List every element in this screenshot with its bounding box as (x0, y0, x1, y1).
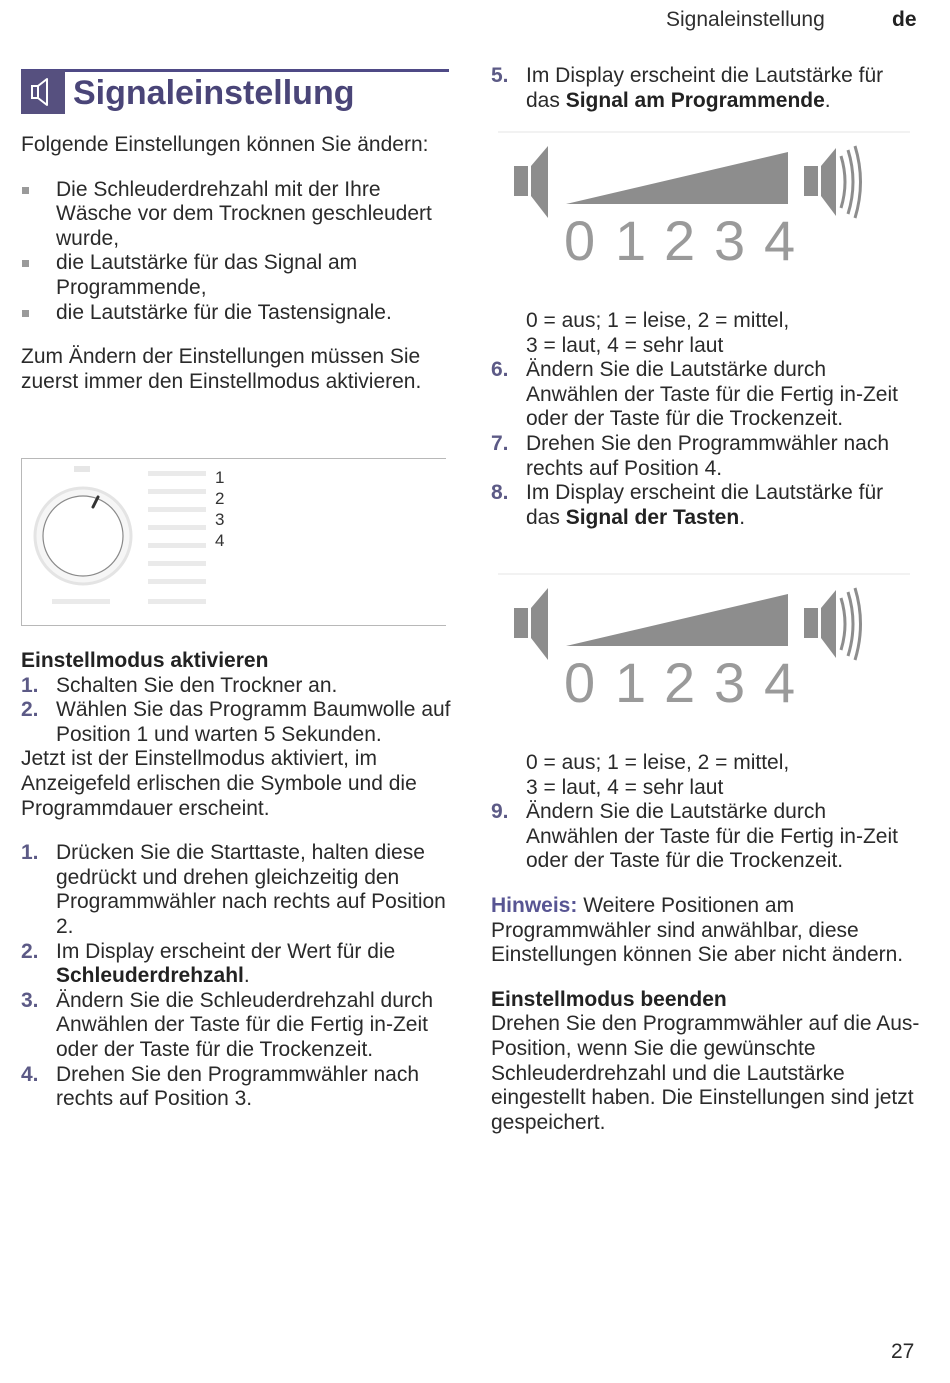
volume-digit: 2 (664, 209, 696, 272)
volume-scale-figure-key-signal (498, 570, 910, 720)
step-text: Wählen Sie das Programm Baumwolle auf Position 1 und warten 5 Sekunden. (56, 698, 451, 746)
volume-digit: 3 (714, 209, 746, 272)
step-bold-term: Signal der Tasten (565, 505, 740, 529)
step-text: Ändern Sie die Schleuderdrehzahl durch Anwählen der Taste für die Fertig in-Zeit oder der Taste für die Trockenzeit. (56, 988, 434, 1061)
step-text: Ändern Sie die Lautstärke durch Anwählen der Taste für die Fertig in-Zeit oder der Taste für die Trockenzeit. (526, 800, 898, 873)
step-text: Im Display erscheint die Lautstärke für das (526, 481, 884, 529)
step-text: Ändern Sie die Lautstärke durch Anwählen der Taste für die Fertig in-Zeit oder der Taste für die Trockenzeit. (526, 358, 898, 431)
intro-text: Folgende Einstellungen können Sie ändern: (21, 133, 429, 156)
list-item (491, 800, 921, 874)
step-number: 7. (491, 431, 509, 455)
speaker-quiet-icon (514, 588, 548, 660)
step-number: 5. (491, 64, 509, 87)
step-number: 3. (21, 988, 39, 1012)
list-item (21, 989, 451, 1063)
dial-position-label: 3 (215, 510, 225, 529)
volume-legend (491, 309, 921, 358)
list-item: Die Schleuderdrehzahl mit der Ihre Wäsche vor dem Trocknen geschleudert wurde, (21, 178, 451, 252)
volume-digit: 4 (764, 209, 796, 272)
page-title: Signaleinstellung (73, 74, 355, 112)
note-paragraph (491, 894, 921, 968)
step-tail: . (824, 88, 831, 112)
step-bold-term: Signal am Programmende (565, 88, 825, 112)
step-number: 1. (21, 673, 39, 697)
legend-line: 3 = laut, 4 = sehr laut (526, 333, 724, 357)
step-tail: . (243, 964, 250, 988)
volume-digit: 0 (564, 651, 596, 714)
finish-text: Drehen Sie den Programmwähler auf die Aus-Position, wenn Sie die gewünschte Schleuderdrehzahl und die Lautstärke eingestellt haben. Die Einstellungen sind jetzt gespeichert. (491, 1012, 920, 1134)
finish-section (491, 988, 921, 1136)
list-item: die Lautstärke für die Tastensignale. (21, 301, 451, 326)
step-number: 1. (21, 841, 39, 865)
volume-digit: 1 (615, 651, 647, 714)
settings-list (21, 178, 451, 326)
list-item: die Lautstärke für das Signal am Programmende, (21, 251, 451, 300)
steps-9-end-block (491, 751, 921, 1135)
list-item (21, 940, 451, 989)
note-text: Weitere Positionen am Programmwähler sind anwählbar, diese Einstellungen können Sie aber nicht ändern. (491, 893, 904, 967)
volume-digit: 4 (764, 651, 796, 714)
list-item (491, 358, 921, 432)
volume-digit: 1 (615, 209, 647, 272)
legend-line: 3 = laut, 4 = sehr laut (526, 775, 724, 799)
speaker-loud-icon (804, 146, 861, 218)
steps-6-8-block (491, 309, 921, 530)
step-text: Drehen Sie den Programmwähler nach rechts auf Position 3. (56, 1062, 420, 1111)
step-bold-term: Schleuderdrehzahl (56, 964, 244, 988)
dial-position-label: 2 (215, 489, 225, 508)
list-item (491, 64, 921, 113)
step-number: 4. (21, 1062, 39, 1086)
step-tail: . (739, 505, 746, 529)
step-number: 6. (491, 358, 509, 382)
list-item (491, 481, 921, 530)
settings-steps (21, 841, 451, 1112)
list-item (21, 698, 451, 747)
volume-digit: 2 (664, 651, 696, 714)
volume-ramp (566, 594, 788, 646)
speaker-icon (21, 70, 65, 114)
step-text: Drücken Sie die Starttaste, halten diese gedrückt und drehen gleichzeitig den Programmwähler nach rechts auf Position 2. (56, 841, 446, 938)
dial-position-label: 1 (215, 468, 225, 487)
step-number: 2. (21, 698, 39, 722)
mode-paragraph: Zum Ändern der Einstellungen müssen Sie zuerst immer den Einstellmodus aktivieren. (21, 345, 422, 393)
note-label: Hinweis: (491, 893, 578, 917)
activate-section (21, 649, 451, 1112)
speaker-quiet-icon (514, 146, 548, 218)
list-item (21, 674, 451, 699)
list-item (21, 841, 451, 939)
activate-result: Jetzt ist der Einstellmodus aktiviert, im Anzeigefeld erlischen die Symbole und die Programmdauer erscheint. (21, 747, 417, 820)
speaker-loud-icon (804, 588, 861, 660)
list-item (491, 432, 921, 481)
program-dial-figure (21, 458, 446, 626)
dial-position-label: 4 (215, 531, 225, 550)
step-number: 8. (491, 481, 509, 505)
step-text: Im Display erscheint der Wert für die (56, 939, 396, 963)
step-text: Im Display erscheint die Lautstärke für das (526, 64, 884, 112)
running-header-language: de (892, 8, 917, 31)
finish-heading: Einstellmodus beenden (491, 987, 727, 1011)
volume-digit: 3 (714, 651, 746, 714)
legend-line: 0 = aus; 1 = leise, 2 = mittel, (526, 309, 790, 332)
page-number: 27 (891, 1340, 915, 1363)
legend-line: 0 = aus; 1 = leise, 2 = mittel, (526, 751, 790, 774)
step-5-block (491, 64, 921, 113)
volume-digit: 0 (564, 209, 596, 272)
volume-scale-figure-end-signal (498, 128, 910, 278)
step-text: Schalten Sie den Trockner an. (56, 673, 338, 697)
step-number: 2. (21, 939, 39, 963)
title-rule (21, 69, 449, 72)
activate-heading: Einstellmodus aktivieren (21, 649, 269, 672)
running-header-section: Signaleinstellung (666, 8, 825, 31)
step-number: 9. (491, 800, 509, 824)
list-item (21, 1063, 451, 1112)
intro-block (21, 133, 451, 394)
volume-legend (491, 751, 921, 800)
volume-ramp (566, 152, 788, 204)
step-text: Drehen Sie den Programmwähler nach rechts auf Position 4. (526, 431, 890, 480)
